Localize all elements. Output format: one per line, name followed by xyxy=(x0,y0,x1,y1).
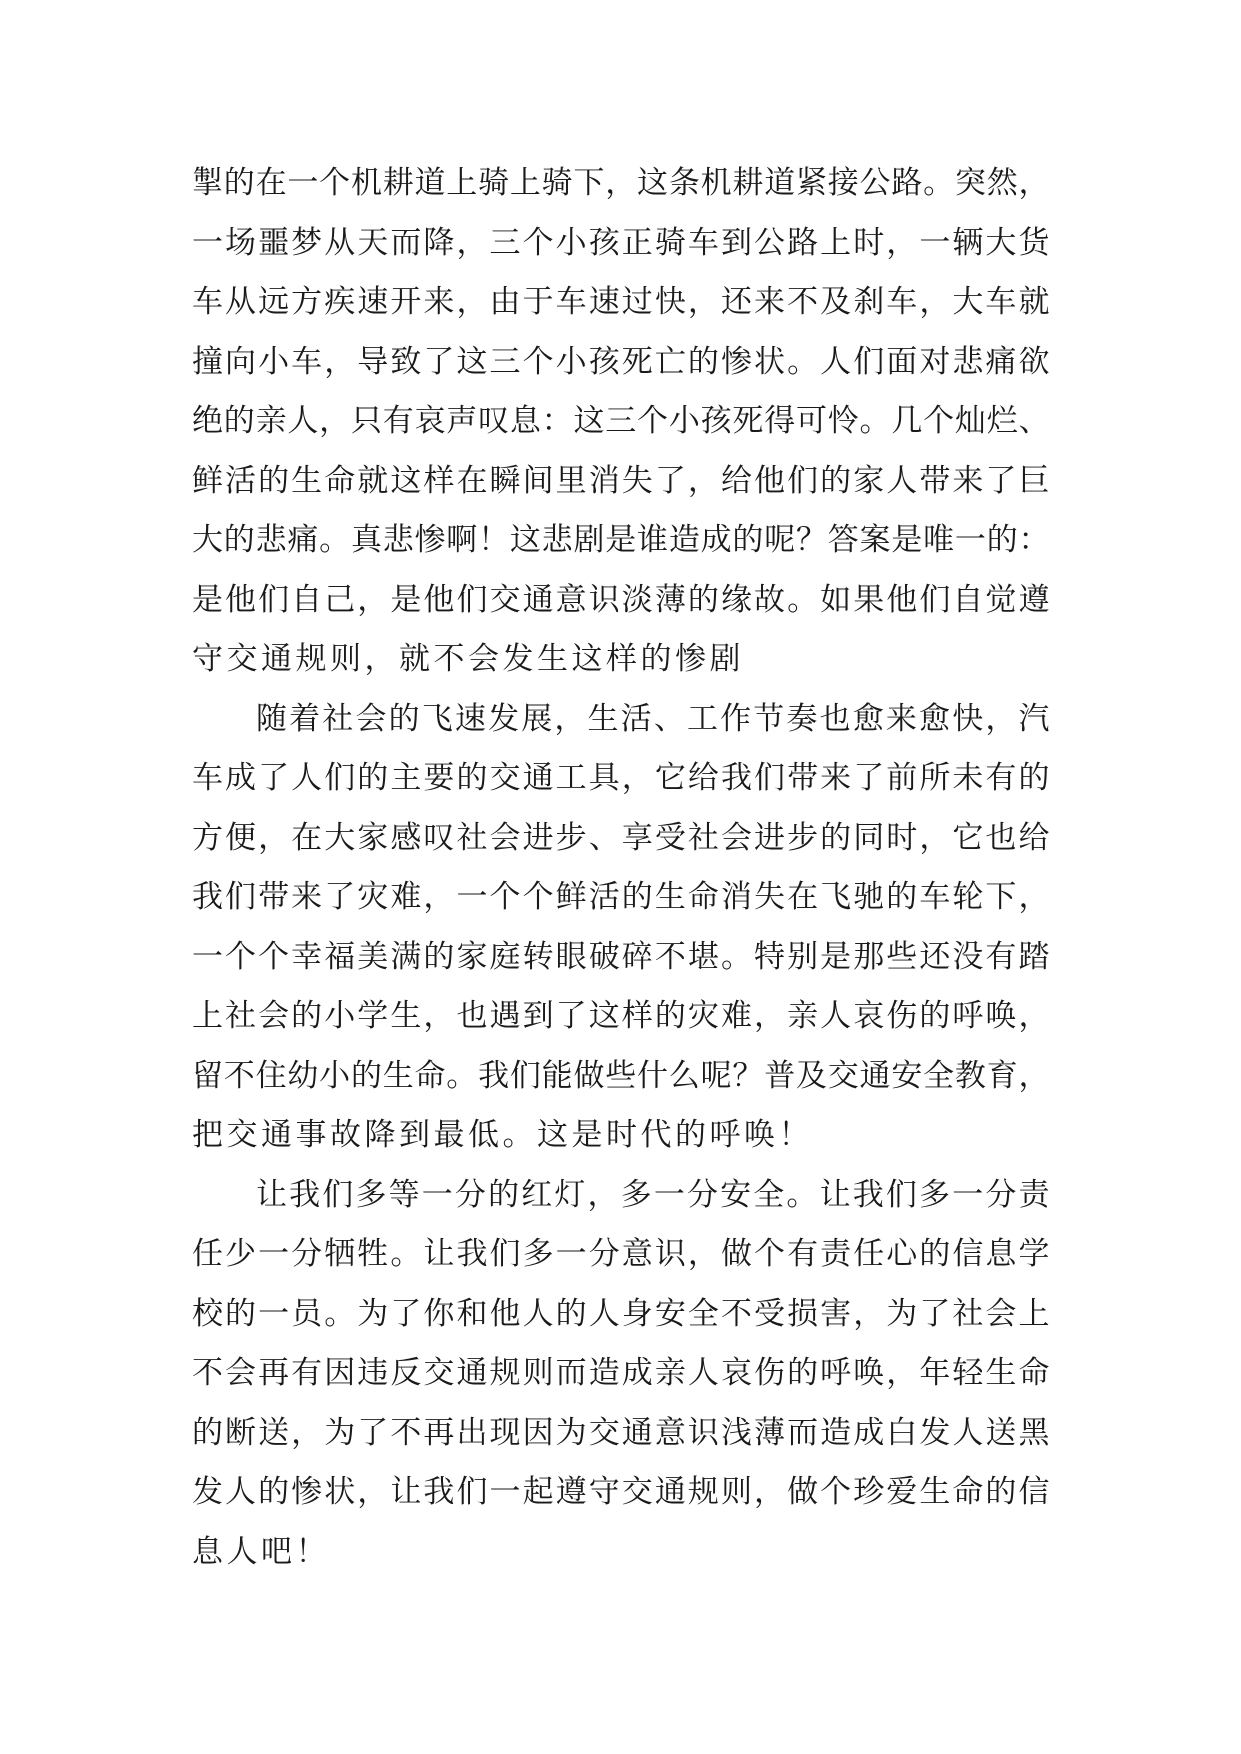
text-line: 撞向小车，导致了这三个小孩死亡的惨状。人们面对悲痛欲 xyxy=(192,343,1050,380)
paragraph-3 xyxy=(192,1166,1050,1583)
text-line: 校的一员。为了你和他人的人身安全不受损害，为了社会上 xyxy=(192,1295,1050,1332)
text-line: 的断送，为了不再出现因为交通意识浅薄而造成白发人送黑 xyxy=(192,1414,1050,1451)
text-line: 大的悲痛。真悲惨啊！这悲剧是谁造成的呢？答案是唯一的： xyxy=(192,522,1050,558)
text-line: 掣的在一个机耕道上骑上骑下，这条机耕道紧接公路。突然， xyxy=(192,165,1050,201)
paragraph-1 xyxy=(192,154,1050,690)
text-line: 息人吧！ xyxy=(192,1533,330,1570)
text-line: 把交通事故降到最低。这是时代的呼唤！ xyxy=(192,1117,813,1153)
text-line: 车成了人们的主要的交通工具，它给我们带来了前所未有的 xyxy=(192,760,1050,796)
text-line: 留不住幼小的生命。我们能做些什么呢？普及交通安全教育， xyxy=(192,1057,1050,1094)
text-line: 一场噩梦从天而降，三个小孩正骑车到公路上时，一辆大货 xyxy=(192,224,1050,261)
text-line: 我们带来了灾难，一个个鲜活的生命消失在飞驰的车轮下， xyxy=(192,879,1050,915)
text-line: 一个个幸福美满的家庭转眼破碎不堪。特别是那些还没有踏 xyxy=(192,938,1050,975)
text-line: 鲜活的生命就这样在瞬间里消失了，给他们的家人带来了巨 xyxy=(192,462,1050,499)
text-line: 让我们多等一分的红灯，多一分安全。让我们多一分责 xyxy=(256,1176,1050,1213)
text-line: 任少一分牺牲。让我们多一分意识，做个有责任心的信息学 xyxy=(192,1236,1050,1272)
text-line: 发人的惨状，让我们一起遵守交通规则，做个珍爱生命的信 xyxy=(192,1474,1050,1510)
text-line: 车从远方疾速开来，由于车速过快，还来不及刹车，大车就 xyxy=(192,284,1050,320)
text-line: 随着社会的飞速发展，生活、工作节奏也愈来愈快，汽 xyxy=(256,700,1050,737)
text-line: 是他们自己，是他们交通意识淡薄的缘故。如果他们自觉遵 xyxy=(192,581,1050,618)
body-text xyxy=(192,154,1050,1582)
text-line: 绝的亲人，只有哀声叹息：这三个小孩死得可怜。几个灿烂、 xyxy=(192,403,1050,439)
paragraph-2 xyxy=(192,690,1050,1166)
text-line: 方便，在大家感叹社会进步、享受社会进步的同时，它也给 xyxy=(192,819,1050,856)
text-line: 守交通规则，就不会发生这样的惨剧 xyxy=(192,641,744,677)
text-line: 上社会的小学生，也遇到了这样的灾难，亲人哀伤的呼唤， xyxy=(192,998,1050,1034)
text-line: 不会再有因违反交通规则而造成亲人哀伤的呼唤，年轻生命 xyxy=(192,1355,1050,1391)
